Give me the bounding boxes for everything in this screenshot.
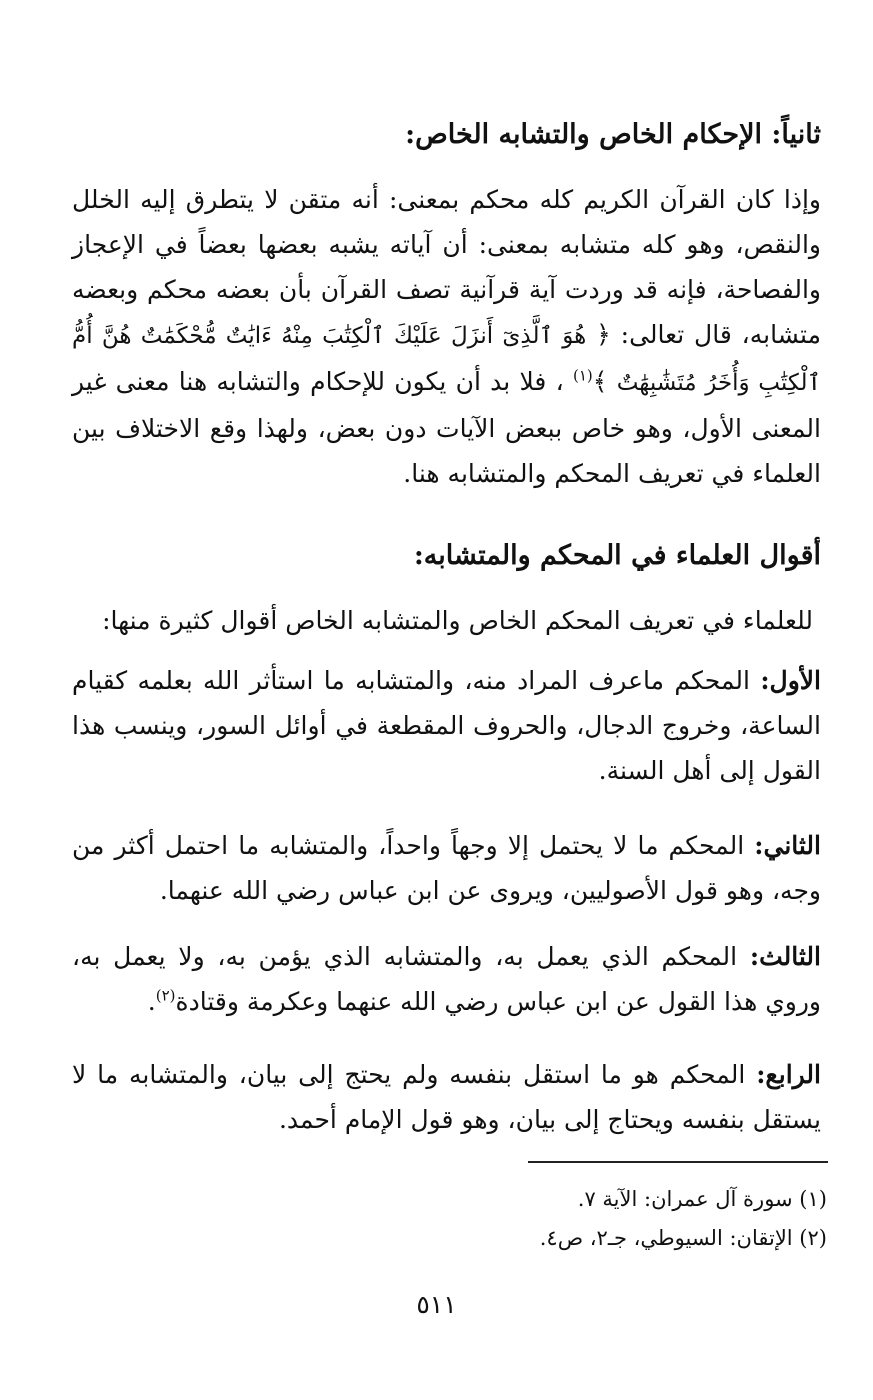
scholars-intro: للعلماء في تعريف المحكم الخاص والمتشابه الخاص أقوال كثيرة منها: [102,606,813,635]
saying-label: الثالث: [749,942,821,971]
intro-text-a: وإذا كان القرآن الكريم كله محكم بمعنى: أنه متقن لا يتطرق إليه الخلل والنقص، وهو كله متشابه بمعنى: أن آياته يشبه بعضها بعضاً في الإعجاز والفصاحة، فإنه قد وردت آية قرآنية تصف القرآن بأن بعضه محكم وبعضه متشابه، قال تعالى: [72,185,821,349]
saying-label: الرابع: [756,1060,821,1089]
page-number: ٥١١ [416,1290,457,1319]
quran-bracket-close: ﴾ [592,367,608,396]
section-heading: ثانياً: الإحكام الخاص والتشابه الخاص: [405,119,821,150]
saying-text: المحكم ما لا يحتمل إلا وجهاً واحداً، والمتشابه ما احتمل أكثر من وجه، وهو قول الأصوليين، ويروى عن ابن عباس رضي الله عنهما. [72,831,821,905]
footnote-ref-1: (١) [573,366,593,385]
saying-second [72,823,821,913]
saying-end: . [147,987,156,1016]
footnote-1: (١) سورة آل عمران: الآية ٧. [577,1187,827,1211]
footnote-ref-2: (٢) [155,986,176,1005]
quran-verse: هُوَ ٱلَّذِىٓ أَنزَلَ عَلَيْكَ ٱلْكِتَٰبَ مِنْهُ ءَايَٰتٌ مُّحْكَمَٰتٌ هُنَّ أُمُّ ٱلْكِتَٰبِ وَأُخَرُ مُتَشَٰبِهَٰتٌ [72,323,822,396]
saying-first [72,658,821,793]
saying-text: المحكم هو ما استقل بنفسه ولم يحتج إلى بيان، والمتشابه ما لا يستقل بنفسه ويحتاج إلى بيان، وهو قول الإمام أحمد. [72,1060,821,1134]
saying-fourth [72,1052,821,1142]
saying-text: المحكم الذي يعمل به، والمتشابه الذي يؤمن به، ولا يعمل به، وروي هذا القول عن ابن عباس رضي الله عنهما وعكرمة وقتادة [72,942,821,1016]
quran-bracket-open: ﴿ [596,320,611,349]
saying-label: الأول: [760,666,821,695]
saying-third [72,934,821,1024]
scholars-heading: أقوال العلماء في المحكم والمتشابه: [413,540,821,571]
intro-text-b: ، فلا بد أن يكون للإحكام والتشابه هنا معنى غير المعنى الأول، وهو خاص ببعض الآيات دون بعض، ولهذا وقع الاختلاف بين العلماء في تعريف المحكم والمتشابه هنا. [72,367,821,488]
saying-label: الثاني: [754,831,821,860]
intro-paragraph [72,177,821,496]
footnote-divider [528,1161,828,1163]
footnote-2: (٢) الإتقان: السيوطي، جـ٢، ص٤. [539,1226,827,1250]
saying-text: المحكم ماعرف المراد منه، والمتشابه ما استأثر الله بعلمه كقيام الساعة، وخروج الدجال، والحروف المقطعة في أوائل السور، وينسب هذا القول إلى أهل السنة. [72,666,821,785]
